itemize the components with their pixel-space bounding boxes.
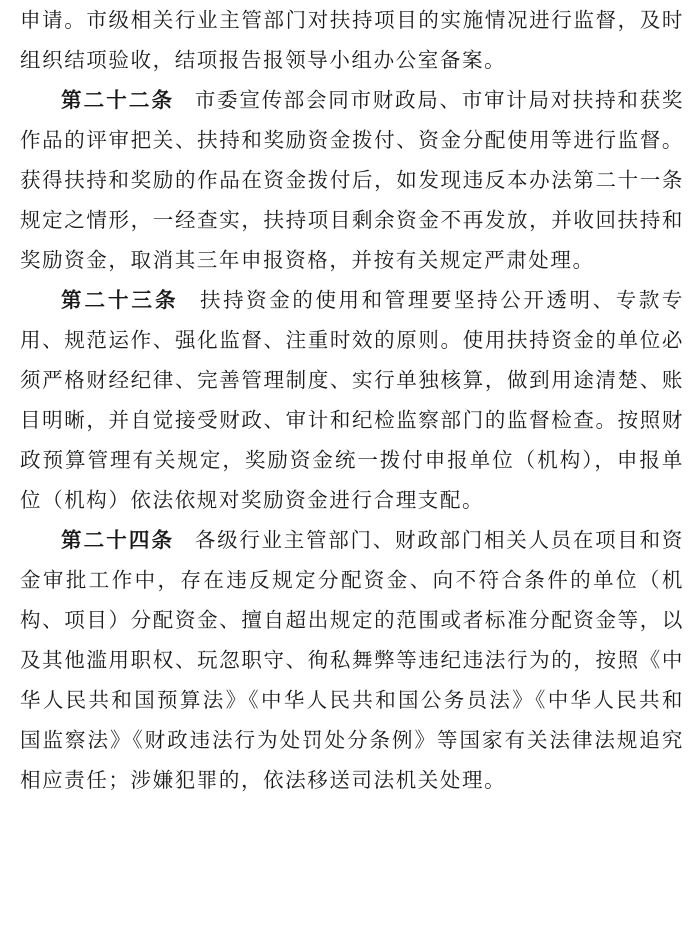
article-body: 各级行业主管部门、财政部门相关人员在项目和资金审批工作中，存在违反规定分配资金、向不符合条件的单位（机构、项目）分配资金、擅自超出规定的范围或者标准分配资金等，以及其他滥用职权、玩忽职守、徇私舞弊等违纪违法行为的，按照《中华人民共和国预算法》《中华人民共和国公务员法》《中华人民共和国监察法》《财政违法行为处罚处分条例》等国家有关法律法规追究相应责任；涉嫌犯罪的，依法移送司法机关处理。	[20, 528, 684, 792]
article-22	[20, 80, 684, 280]
article-title: 第二十四条	[61, 528, 175, 552]
article-body: 扶持资金的使用和管理要坚持公开透明、专款专用、规范运作、强化监督、注重时效的原则。使用扶持资金的单位必须严格财经纪律、完善管理制度、实行单独核算，做到用途清楚、账目明晰，并自觉接受财政、审计和纪检监察部门的监督检查。按照财政预算管理有关规定，奖励资金统一拨付申报单位（机构），申报单位（机构）依法依规对奖励资金进行合理支配。	[20, 288, 684, 512]
paragraph-body: 申请。市级相关行业主管部门对扶持项目的实施情况进行监督，及时组织结项验收，结项报告报领导小组办公室备案。	[20, 8, 684, 72]
article-body: 市委宣传部会同市财政局、市审计局对扶持和获奖作品的评审把关、扶持和奖励资金拨付、资金分配使用等进行监督。获得扶持和奖励的作品在资金拨付后，如发现违反本办法第二十一条规定之情形，一经查实，扶持项目剩余资金不再发放，并收回扶持和奖励资金，取消其三年申报资格，并按有关规定严肃处理。	[20, 88, 684, 272]
article-title: 第二十三条	[61, 288, 179, 312]
document-page	[20, 0, 684, 800]
paragraph-continuation	[20, 0, 684, 80]
article-title: 第二十二条	[61, 88, 175, 112]
article-23	[20, 280, 684, 520]
article-24	[20, 520, 684, 800]
